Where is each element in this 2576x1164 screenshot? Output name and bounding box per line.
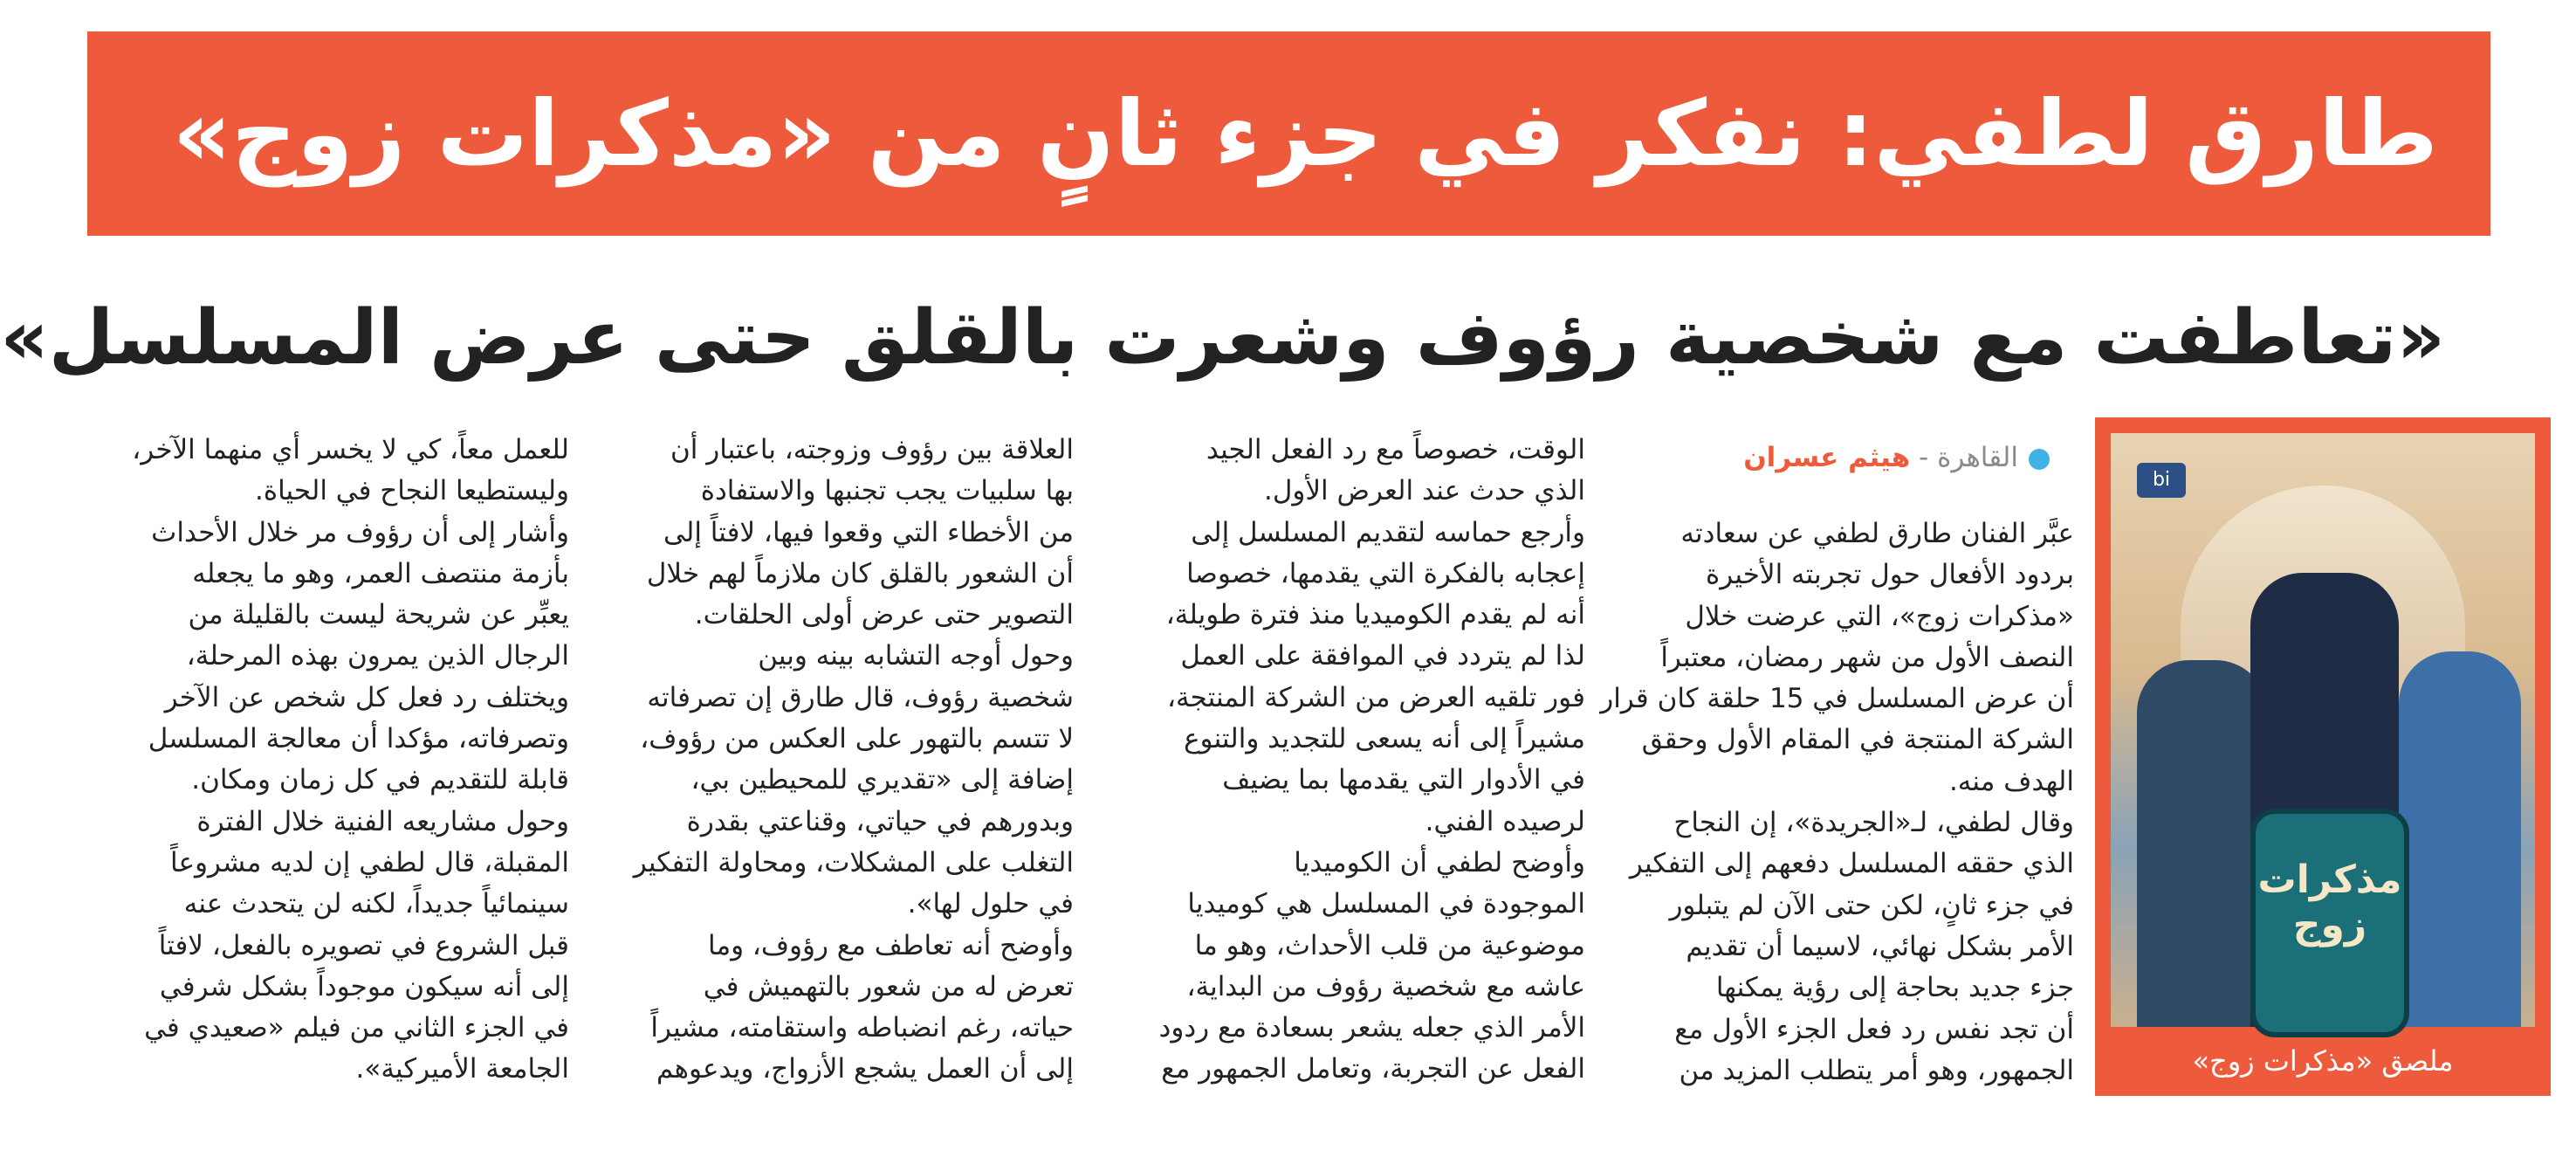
article-line: قابلة للتقديم في كل زمان ومكان. [191,764,569,796]
article-line: حياته، رغم انضباطه واستقامته، مشيراً [650,1012,1074,1044]
article-line: لذا لم يتردد في الموافقة على العمل [1180,640,1585,672]
article-line: يعبِّر عن شريحة ليست بالقليلة من [188,599,569,631]
article-line: في الأدوار التي يقدمها بما يضيف [1222,764,1585,796]
article-line: بأزمة منتصف العمر، وهو ما يجعله [192,557,569,589]
article-line: إلى أنه سيكون موجوداً بشكل شرفي [159,970,569,1002]
article-line: وليستطيعا النجاح في الحياة. [254,475,569,507]
article-line: لا تتسم بالتهور على العكس من رؤوف، [640,723,1074,755]
article-line: ويختلف رد فعل كل شخص عن الآخر [164,681,569,713]
poster-person-right [2399,651,2521,1027]
article-line: النصف الأول من شهر رمضان، معتبراً [1660,641,2074,673]
article-line: الهدف منه. [1948,765,2074,797]
article-line: التغلب على المشكلات، ومحاولة التفكير [633,846,1074,878]
byline-author: هيثم عسران [1743,442,1911,473]
poster-image [2095,417,2551,1096]
poster-person-left [2137,660,2268,1027]
byline-separator: - [1910,442,1938,473]
article-line: عاشه مع شخصية رؤوف من البداية، [1186,970,1585,1002]
article-line: مشيراً إلى أنه يسعى للتجديد والتنوع [1184,723,1585,755]
article-line: وحول أوجه التشابه بينه وبين [758,640,1074,672]
article-column-1 [1600,513,2074,1125]
article-line: أنه لم يقدم الكوميديا منذ فترة طويلة، [1165,599,1585,631]
article-line: الأمر بشكل نهائي، لاسيما أن تقديم [1686,930,2074,962]
article-line: التصوير حتى عرض أولى الحلقات. [694,599,1074,631]
article-line: إضافة إلى «تقديري للمحيطين بي، [690,764,1074,796]
byline [1743,437,2050,479]
article-line: بها سلبيات يجب تجنبها والاستفادة [700,475,1074,507]
article-line: الذي حققه المسلسل دفعهم إلى التفكير [1629,848,2074,880]
article-line: أن عرض المسلسل في 15 حلقة كان قرار [1600,683,2074,715]
article-line: الجامعة الأميركية». [355,1053,569,1085]
article-line: وتصرفاته، مؤكدا أن معالجة المسلسل [148,723,569,755]
article-line: وأوضح أنه تعاطف مع رؤوف، وما [708,929,1074,961]
article-line: الفعل عن التجربة، وتعامل الجمهور مع [1161,1053,1585,1085]
article-column-2 [1096,430,1585,1119]
article-line: لرصيده الفني. [1425,805,1585,837]
article-line: من الأخطاء التي وقعوا فيها، لافتاً إلى [663,516,1074,548]
article-line: عبَّر الفنان طارق لطفي عن سعادته [1680,518,2074,549]
article-line: الشركة المنتجة في المقام الأول وحقق [1641,724,2074,756]
article-line: في جزء ثانٍ، لكن حتى الآن لم يتبلور [1669,889,2074,921]
headline-band [87,31,2490,236]
article-line: تعرض له من شعور بالتهميش في [703,970,1074,1002]
article-line: للعمل معاً، كي لا يخسر أي منهما الآخر، [132,434,569,465]
article-line: الجمهور، وهو أمر يتطلب المزيد من [1679,1054,2074,1086]
bullet-icon [2029,449,2050,470]
article-column-3 [585,430,1074,1119]
article-line: بردود الأفعال حول تجربته الأخيرة [1706,559,2074,591]
article-line: «مذكرات زوج»، التي عرضت خلال [1685,600,2074,632]
article-line: الوقت، خصوصاً مع رد الفعل الجيد [1206,434,1585,465]
headline: طارق لطفي: نفكر في جزء ثانٍ من «مذكرات زوج» [172,80,2438,187]
article-line: وأرجع حماسه لتقديم المسلسل إلى [1191,516,1585,548]
article-column-4 [89,430,569,1119]
byline-city: القاهرة [1937,442,2018,473]
article-line: شخصية رؤوف، قال طارق إن تصرفاته [647,681,1074,713]
subheadline: «تعاطفت مع شخصية رؤوف وشعرت بالقلق حتى عرض المسلسل» [0,294,2445,382]
article-line: الأمر الذي جعله يشعر بسعادة مع ردود [1158,1012,1585,1044]
article-line: إلى أن العمل يشجع الأزواج، ويدعوهم [656,1053,1074,1085]
poster-logo: bi [2137,463,2186,498]
article-line: وقال لطفي، لـ«الجريدة»، إن النجاح [1673,807,2074,839]
article-line: المقبلة، قال لطفي إن لديه مشروعاً [170,846,569,878]
article-line: قبل الشروع في تصويره بالفعل، لافتاً [158,929,569,961]
article-line: موضوعية من قلب الأحداث، وهو ما [1194,929,1585,961]
poster-caption: ملصق «مذكرات زوج» [2192,1044,2454,1078]
article-line: العلاقة بين رؤوف وزوجته، باعتبار أن [670,434,1074,465]
article-line: سينمائياً جديداً، لكنه لن يتحدث عنه [183,888,569,920]
article-line: الرجال الذين يمرون بهذه المرحلة، [186,640,569,672]
article-line: فور تلقيه العرض من الشركة المنتجة، [1167,681,1585,713]
article-line: أن الشعور بالقلق كان ملازماً لهم خلال [646,557,1074,589]
article-line: وأشار إلى أن رؤوف مر خلال الأحداث [151,516,569,548]
article-line: إعجابه بالفكرة التي يقدمها، خصوصا [1186,557,1585,589]
article-line: في الجزء الثاني من فيلم «صعيدي في [144,1012,569,1044]
article-line: وبدورهم في حياتي، وقناعتي بقدرة [686,805,1074,837]
poster-artwork [2111,433,2535,1027]
poster-phone-title: مذكرات زوج [2257,858,2402,947]
article-line: وحول مشاريعه الفنية خلال الفترة [196,805,569,837]
article-line: جزء جديد بحاجة إلى رؤية يمكنها [1715,972,2074,1004]
article-line: وأوضح لطفي أن الكوميديا [1294,846,1585,878]
article-line: في حلول لها». [907,888,1074,920]
article-line: الموجودة في المسلسل هي كوميديا [1187,888,1585,920]
article-line: أن تجد نفس رد فعل الجزء الأول مع [1674,1013,2074,1045]
poster-phone [2250,809,2409,1037]
article-line: الذي حدث عند العرض الأول. [1264,475,1585,507]
